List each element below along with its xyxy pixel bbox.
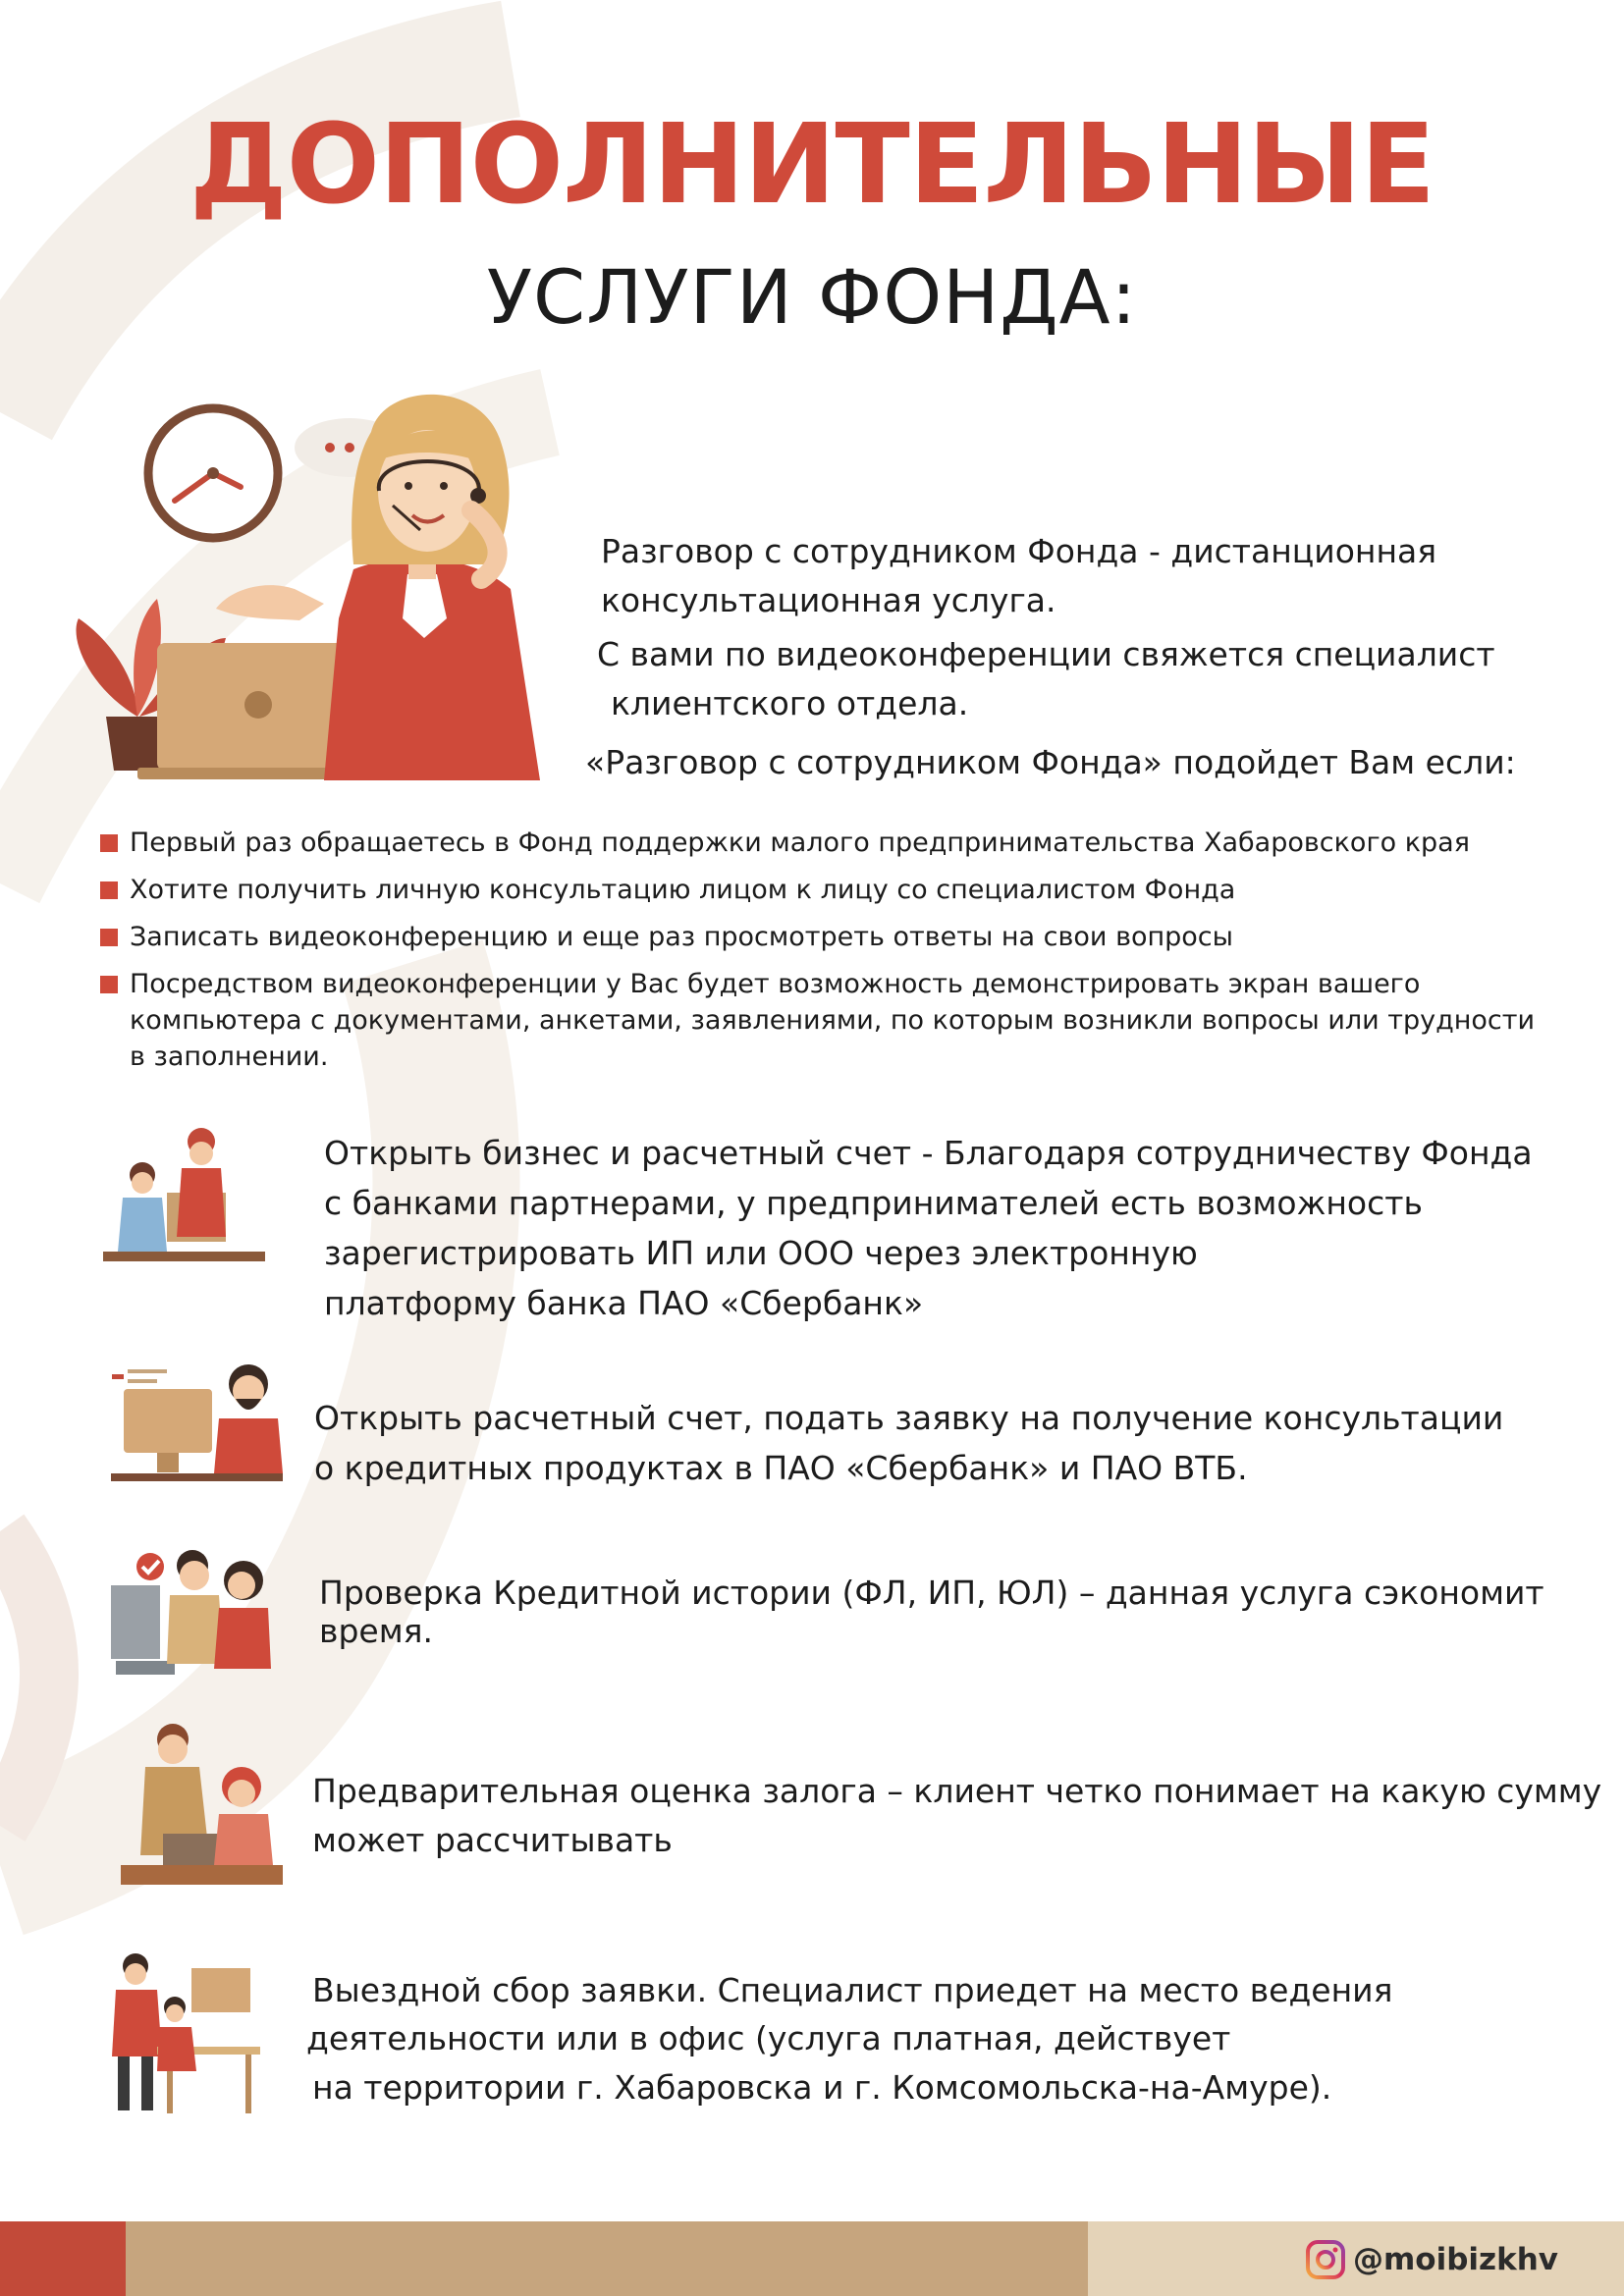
intro-line-2: консультационная услуга. bbox=[601, 581, 1056, 619]
clock-icon bbox=[148, 408, 278, 538]
social-handle-link[interactable]: @moibizkhv bbox=[1353, 2242, 1558, 2277]
collateral-assessment-icon bbox=[116, 1718, 288, 1890]
service-4-line-2: может рассчитывать bbox=[312, 1821, 673, 1859]
page-subtitle: УСЛУГИ ФОНДА: bbox=[486, 253, 1138, 341]
service-2-line-1: Открыть расчетный счет, подать заявку на получение консультации bbox=[314, 1399, 1504, 1437]
bullet-square-icon bbox=[100, 976, 118, 993]
service-5-line-3: на территории г. Хабаровска и г. Комсомольска-на-Амуре). bbox=[312, 2068, 1332, 2107]
conditions-list bbox=[98, 825, 1551, 1086]
bullet-square-icon bbox=[100, 881, 118, 899]
service-1-line-2: с банками партнерами, у предпринимателей есть возможность bbox=[324, 1184, 1423, 1222]
intro-line-1: Разговор с сотрудником Фонда - дистанционная bbox=[601, 532, 1437, 570]
service-3-line-1: Проверка Кредитной истории (ФЛ, ИП, ЮЛ) – данная услуга сэкономит bbox=[319, 1574, 1544, 1612]
service-3-line-2: время. bbox=[319, 1612, 433, 1650]
page-title: ДОПОЛНИТЕЛЬНЫЕ bbox=[189, 101, 1435, 229]
intro-line-4: клиентского отдела. bbox=[611, 684, 969, 722]
service-1-line-3: зарегистрировать ИП или ООО через электронную bbox=[324, 1234, 1198, 1272]
credit-check-icon bbox=[106, 1541, 278, 1683]
service-4-line-1: Предварительная оценка залога – клиент четко понимает на какую сумму bbox=[312, 1772, 1602, 1810]
bullet-square-icon bbox=[100, 929, 118, 946]
service-5-line-2: деятельности или в офис (услуга платная, действует bbox=[306, 2019, 1231, 2057]
service-5-line-1: Выездной сбор заявки. Специалист приедет на место ведения bbox=[312, 1971, 1393, 2009]
bank-account-icon bbox=[106, 1350, 288, 1482]
service-2-line-2: о кредитных продуктах в ПАО «Сбербанк» и ПАО ВТБ. bbox=[314, 1449, 1248, 1487]
operator-illustration bbox=[59, 393, 609, 785]
bullet-square-icon bbox=[100, 834, 118, 852]
onsite-visit-icon bbox=[98, 1949, 265, 2120]
instagram-icon[interactable] bbox=[1306, 2240, 1345, 2279]
business-meeting-icon bbox=[98, 1124, 270, 1271]
service-1-line-4: платформу банка ПАО «Сбербанк» bbox=[324, 1284, 924, 1322]
list-item: Посредством видеоконференции у Вас будет возможность демонстрировать экран вашего компьютера с документами, анкетами, заявлениями, по которым возникли вопросы или трудности в заполнении. bbox=[98, 966, 1551, 1075]
list-item: Записать видеоконференцию и еще раз просмотреть ответы на свои вопросы bbox=[98, 919, 1551, 955]
list-item: Первый раз обращаетесь в Фонд поддержки малого предпринимательства Хабаровского края bbox=[98, 825, 1551, 861]
intro-line-3: С вами по видеоконференции свяжется специалист bbox=[597, 635, 1495, 673]
service-1-line-1: Открыть бизнес и расчетный счет - Благодаря сотрудничеству Фонда bbox=[324, 1134, 1533, 1172]
intro-lead: «Разговор с сотрудником Фонда» подойдет Вам если: bbox=[585, 743, 1516, 781]
list-item: Хотите получить личную консультацию лицом к лицу со специалистом Фонда bbox=[98, 872, 1551, 908]
